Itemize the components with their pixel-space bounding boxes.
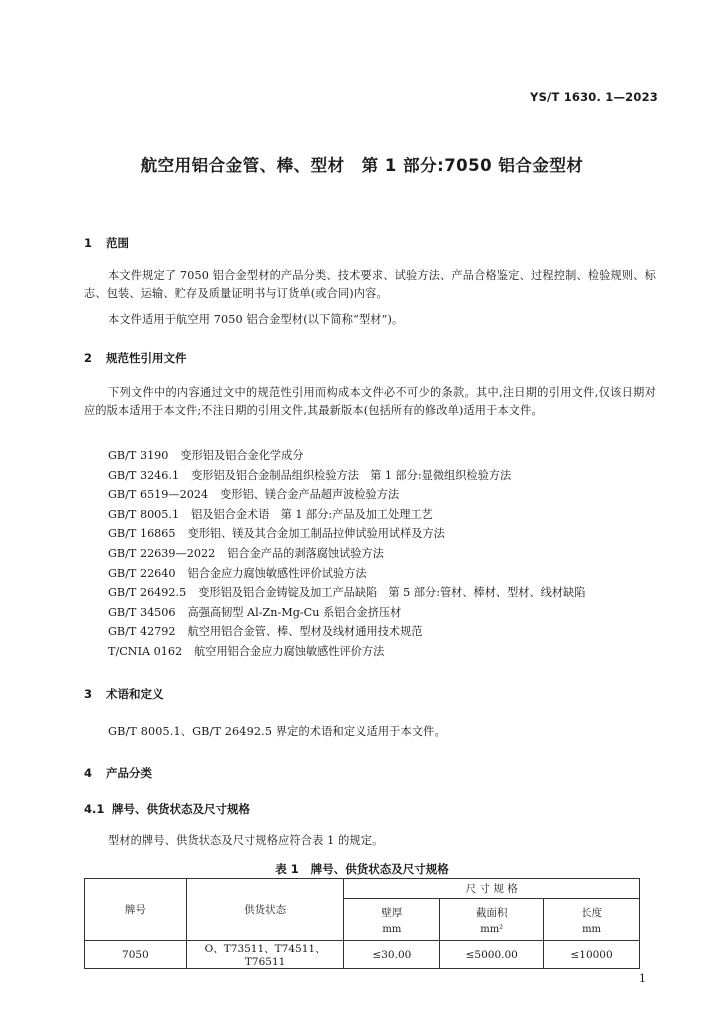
area-unit: mm²	[480, 923, 504, 935]
scope-paragraph-1: 本文件规定了 7050 铝合金型材的产品分类、技术要求、试验方法、产品合格鉴定、过程控制、检验规则、标志、包装、运输、贮存及质量证明书与订货单(或合同)内容。	[84, 269, 656, 300]
section-title: 范围	[106, 236, 129, 250]
section-2-heading	[84, 350, 187, 366]
area-label: 截面积	[475, 906, 508, 919]
reference-list	[108, 446, 585, 662]
reference-code: GB/T 22640	[108, 566, 176, 580]
reference-code: GB/T 8005.1	[108, 507, 180, 521]
section-number: 3	[84, 687, 93, 701]
cell-wall-thickness: ≤30.00	[344, 941, 440, 969]
table-title: 牌号、供货状态及尺寸规格	[310, 862, 449, 876]
reference-item	[108, 583, 585, 603]
reference-title: 铝合金应力腐蚀敏感性评价试验方法	[187, 566, 367, 580]
header-supply-state: 供货状态	[186, 879, 344, 941]
cell-supply-state: O、T73511、T74511、T76511	[186, 941, 344, 969]
reference-title: 变形铝、镁合金产品超声波检验方法	[220, 488, 400, 502]
normative-references-intro: 下列文件中的内容通过文中的规范性引用而构成本文件必不可少的条款。其中,注日期的引用文件,仅该日期对应的版本适用于本文件;不注日期的引用文件,其最新版本(包括所有的修改单)适用于本文件。	[84, 386, 656, 417]
header-grade: 牌号	[85, 879, 187, 941]
header-size-spec: 尺 寸 规 格	[344, 879, 640, 899]
header-length	[544, 899, 640, 941]
spec-table	[84, 878, 640, 969]
reference-title: 铝及铝合金术语 第 1 部分:产品及加工处理工艺	[191, 507, 433, 521]
reference-title: 铝合金产品的剥落腐蚀试验方法	[227, 546, 384, 560]
reference-title: 变形铝及铝合金化学成分	[180, 449, 304, 462]
section-4-heading	[84, 765, 152, 781]
reference-title: 航空用铝合金应力腐蚀敏感性评价方法	[194, 644, 385, 658]
reference-title: 航空用铝合金管、棒、型材及线材通用技术规范	[187, 625, 423, 639]
reference-item	[108, 622, 585, 642]
reference-item	[108, 505, 585, 525]
reference-title: 变形铝及铝合金铸锭及加工产品缺陷 第 5 部分:管材、棒材、型材、线材缺陷	[198, 586, 586, 600]
reference-code: GB/T 22639—2022	[108, 546, 216, 560]
table-row	[85, 941, 640, 969]
table-label: 表 1	[275, 862, 299, 876]
header-wall-thickness	[344, 899, 440, 941]
cell-cross-section: ≤5000.00	[440, 941, 544, 969]
reference-code: GB/T 3246.1	[108, 468, 180, 482]
cell-length: ≤10000	[544, 941, 640, 969]
reference-item	[108, 642, 585, 662]
subsection-number: 4.1	[84, 802, 105, 816]
section-title: 产品分类	[106, 766, 152, 780]
reference-item	[108, 485, 585, 505]
reference-code: GB/T 26492.5	[108, 586, 187, 600]
scope-paragraph-2: 本文件适用于航空用 7050 铝合金型材(以下简称“型材”)。	[108, 313, 404, 326]
terms-paragraph: GB/T 8005.1、GB/T 26492.5 界定的术语和定义适用于本文件。	[108, 725, 446, 738]
wall-unit: mm	[382, 923, 402, 935]
wall-label: 壁厚	[381, 906, 403, 919]
subsection-title: 牌号、供货状态及尺寸规格	[112, 802, 250, 816]
reference-item	[108, 603, 585, 623]
reference-title: 变形铝及铝合金制品组织检验方法 第 1 部分:显微组织检验方法	[191, 468, 512, 482]
section-title: 术语和定义	[106, 687, 164, 701]
reference-item	[108, 524, 585, 544]
reference-title: 高强高韧型 Al-Zn-Mg-Cu 系铝合金挤压材	[187, 605, 402, 619]
reference-code: GB/T 16865	[108, 527, 176, 541]
section-number: 1	[84, 236, 93, 250]
header-cross-section	[440, 899, 544, 941]
subsection-4-1-heading	[84, 801, 250, 817]
reference-item	[108, 446, 585, 466]
cell-grade: 7050	[85, 941, 187, 969]
section-number: 2	[84, 351, 93, 365]
page-number: 1	[639, 972, 646, 985]
classification-paragraph: 型材的牌号、供货状态及尺寸规格应符合表 1 的规定。	[108, 834, 384, 847]
reference-item	[108, 564, 585, 584]
section-3-heading	[84, 686, 164, 702]
reference-code: T/CNIA 0162	[108, 644, 183, 658]
standard-code: YS/T 1630. 1—2023	[530, 90, 658, 104]
section-title: 规范性引用文件	[106, 351, 187, 365]
reference-code: GB/T 34506	[108, 605, 176, 619]
document-title: 航空用铝合金管、棒、型材 第 1 部分:7050 铝合金型材	[140, 156, 584, 175]
reference-code: GB/T 3190	[108, 449, 169, 462]
reference-code: GB/T 6519—2024	[108, 488, 209, 502]
table-caption	[0, 861, 724, 877]
reference-item	[108, 466, 585, 486]
reference-item	[108, 544, 585, 564]
section-number: 4	[84, 766, 93, 780]
length-label: 长度	[581, 906, 603, 919]
section-1-heading	[84, 235, 129, 251]
length-unit: mm	[582, 923, 602, 935]
reference-title: 变形铝、镁及其合金加工制品拉伸试验用试样及方法	[187, 527, 445, 541]
reference-code: GB/T 42792	[108, 625, 176, 639]
